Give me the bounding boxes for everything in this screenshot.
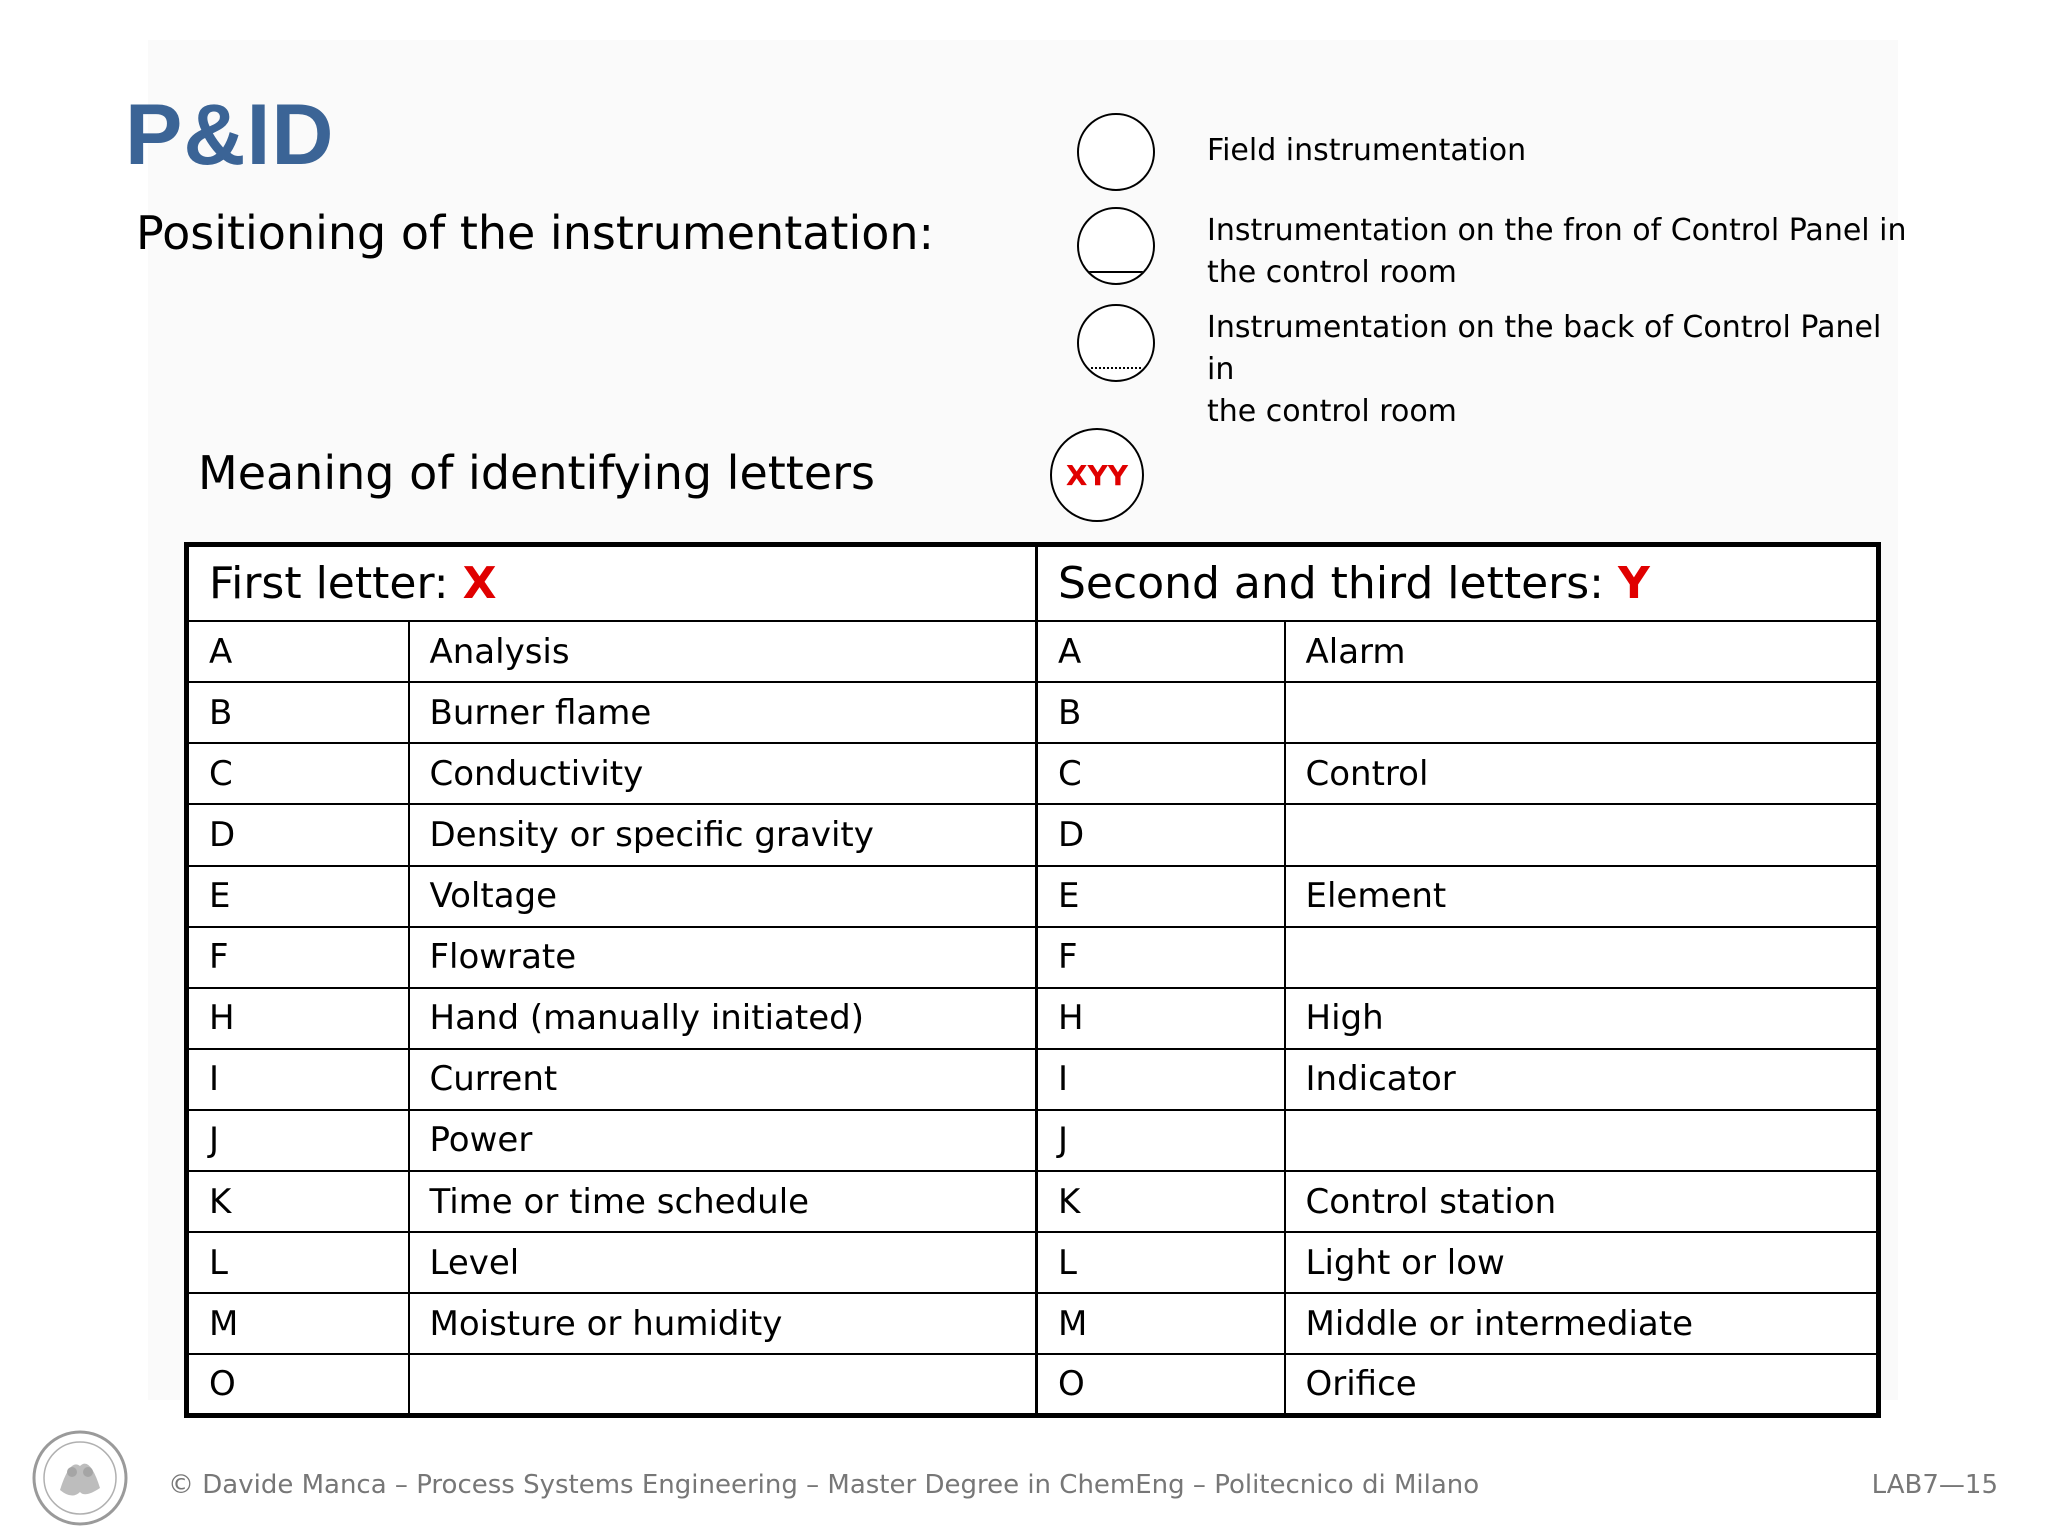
first-letter-meaning-cell: Time or time schedule: [409, 1171, 1037, 1232]
second-letter-meaning-cell: Alarm: [1285, 621, 1879, 682]
table-row: [187, 621, 1879, 682]
table-row: [187, 866, 1879, 927]
tag-example-circle: [1050, 428, 1144, 522]
legend-panel-front-text: [1207, 210, 1907, 294]
second-letter-meaning-cell: Orifice: [1285, 1354, 1879, 1415]
first-letter-header-label: First letter:: [209, 558, 463, 610]
second-letter-cell: A: [1037, 621, 1285, 682]
second-letter-header: [1037, 545, 1879, 622]
table-row: [187, 804, 1879, 865]
first-letter-meaning-cell: Level: [409, 1232, 1037, 1293]
first-letter-header-x: X: [462, 558, 497, 610]
first-letter-cell: C: [187, 743, 409, 804]
second-letter-cell: O: [1037, 1354, 1285, 1415]
first-letter-cell: M: [187, 1293, 409, 1354]
second-letter-cell: D: [1037, 804, 1285, 865]
legend-panel-front-line2: the control room: [1207, 255, 1457, 290]
legend-panel-back-line1: Instrumentation on the back of Control Panel in: [1207, 310, 1882, 387]
second-letter-cell: M: [1037, 1293, 1285, 1354]
second-letter-cell: F: [1037, 927, 1285, 988]
identifying-letters-table: [184, 542, 1881, 1418]
second-letter-meaning-cell: Middle or intermediate: [1285, 1293, 1879, 1354]
second-letter-meaning-cell: Element: [1285, 866, 1879, 927]
first-letter-cell: O: [187, 1354, 409, 1415]
slide-subtitle: Positioning of the instrumentation:: [136, 206, 935, 260]
first-letter-cell: D: [187, 804, 409, 865]
table-row: [187, 743, 1879, 804]
second-letter-meaning-cell: Control: [1285, 743, 1879, 804]
second-letter-cell: E: [1037, 866, 1285, 927]
first-letter-meaning-cell: Current: [409, 1049, 1037, 1110]
table-row: [187, 1171, 1879, 1232]
first-letter-meaning-cell: Analysis: [409, 621, 1037, 682]
first-letter-meaning-cell: Power: [409, 1110, 1037, 1171]
first-letter-meaning-cell: Moisture or humidity: [409, 1293, 1037, 1354]
second-letter-meaning-cell: [1285, 927, 1879, 988]
second-letter-meaning-cell: Light or low: [1285, 1232, 1879, 1293]
tag-example-text: XYY: [1065, 458, 1129, 492]
meaning-heading: Meaning of identifying letters: [198, 446, 875, 500]
first-letter-cell: A: [187, 621, 409, 682]
table-body: [187, 621, 1879, 1415]
second-letter-cell: K: [1037, 1171, 1285, 1232]
page-number: LAB7—15: [1871, 1470, 1998, 1500]
first-letter-meaning-cell: Voltage: [409, 866, 1037, 927]
legend-panel-back-text: [1207, 307, 1907, 433]
first-letter-cell: B: [187, 682, 409, 743]
table-row: [187, 1232, 1879, 1293]
footer-credit: © Davide Manca – Process Systems Engineering – Master Degree in ChemEng – Politecnico di Milano: [168, 1470, 1480, 1500]
table-row: [187, 1293, 1879, 1354]
first-letter-meaning-cell: [409, 1354, 1037, 1415]
second-letter-meaning-cell: Control station: [1285, 1171, 1879, 1232]
first-letter-cell: K: [187, 1171, 409, 1232]
first-letter-meaning-cell: Burner flame: [409, 682, 1037, 743]
second-letter-header-label: Second and third letters:: [1058, 558, 1618, 610]
first-letter-cell: H: [187, 988, 409, 1049]
table-row: [187, 1110, 1879, 1171]
second-letter-cell: I: [1037, 1049, 1285, 1110]
second-letter-header-y: Y: [1617, 558, 1650, 610]
politecnico-seal-icon: [30, 1428, 130, 1528]
table-row: [187, 927, 1879, 988]
table-header-row: [187, 545, 1879, 622]
first-letter-meaning-cell: Density or specific gravity: [409, 804, 1037, 865]
second-letter-meaning-cell: Indicator: [1285, 1049, 1879, 1110]
panel-front-circle-icon: [1077, 207, 1155, 285]
second-letter-meaning-cell: [1285, 804, 1879, 865]
second-letter-cell: J: [1037, 1110, 1285, 1171]
table-row: [187, 988, 1879, 1049]
first-letter-cell: F: [187, 927, 409, 988]
legend-field-text: Field instrumentation: [1207, 133, 1527, 168]
second-letter-cell: H: [1037, 988, 1285, 1049]
second-letter-cell: B: [1037, 682, 1285, 743]
legend-panel-front-line1: Instrumentation on the fron of Control Panel in: [1207, 213, 1907, 248]
slide-title: P&ID: [125, 87, 335, 183]
table-row: [187, 1049, 1879, 1110]
second-letter-meaning-cell: High: [1285, 988, 1879, 1049]
first-letter-cell: J: [187, 1110, 409, 1171]
first-letter-meaning-cell: Flowrate: [409, 927, 1037, 988]
first-letter-cell: E: [187, 866, 409, 927]
first-letter-header: [187, 545, 1037, 622]
panel-back-circle-icon: [1077, 304, 1155, 382]
legend-panel-back-line2: the control room: [1207, 394, 1457, 429]
field-instrument-circle-icon: [1077, 113, 1155, 191]
second-letter-cell: L: [1037, 1232, 1285, 1293]
second-letter-cell: C: [1037, 743, 1285, 804]
first-letter-cell: L: [187, 1232, 409, 1293]
first-letter-meaning-cell: Hand (manually initiated): [409, 988, 1037, 1049]
table-row: [187, 1354, 1879, 1415]
table-row: [187, 682, 1879, 743]
second-letter-meaning-cell: [1285, 1110, 1879, 1171]
first-letter-meaning-cell: Conductivity: [409, 743, 1037, 804]
second-letter-meaning-cell: [1285, 682, 1879, 743]
first-letter-cell: I: [187, 1049, 409, 1110]
